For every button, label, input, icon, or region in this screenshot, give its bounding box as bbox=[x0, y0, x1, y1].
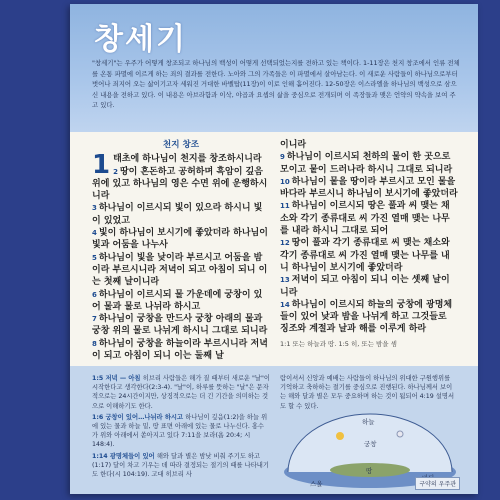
verse-number: 2 bbox=[113, 167, 118, 176]
bible-page bbox=[70, 4, 478, 494]
verse-number: 6 bbox=[92, 290, 97, 299]
diagram-caption: 구약의 우주관 bbox=[415, 477, 460, 490]
verse-text: 하나님이 이르시되 빛이 있으라 하시니 빛이 있었고 bbox=[92, 203, 263, 226]
verse-number: 14 bbox=[280, 300, 290, 309]
verse-number: 8 bbox=[92, 339, 97, 348]
note-text: 히브리 사람들은 해가 질 때부터 새로운 "날"이 시작한다고 생각한다(2:3-4). "날"이, 하루를 뜻하는 "날"은 문자적으로는 24시간이지만, 상징적으로는 더 긴 기간을 의미하는 것으로 이해하기도 한다. bbox=[92, 375, 270, 410]
book-introduction: "창세기"는 우주가 어떻게 창조되고 하나님의 백성이 어떻게 선택되었는지를 전하고 있는 책이다. 1-11장은 천지 창조에서 인류 전체를 온통 파멸에 이르게 하는 죄의 결과를 전한다. 노아와 그의 가족들은 이 파멸에서 살아남는다. 이 새로운 사람들이 하나님으로부터 벗어나 죄지어 오는 삶이기고자 세워진 거대한 바벨탑(11장)이 이로 인해 흩어진다. 12-50장은 이스라엘을 하나님의 백성으로 삼으신 내용을 전하고 있다. 이 내용은 아브라함과 이삭, 야곱과 요셉의 삶을 중심으로 전개되며 이 족장들과 맺은 언약의 약속을 보여 주고 있다. bbox=[92, 59, 460, 110]
label-sky: 하늘 bbox=[362, 418, 375, 426]
notes-right-text: 람이셔서 신앙과 예배는 사람들이 하나님의 위대한 구원행위를 기억하고 축하하는 절기를 중심으로 진행된다. 하나님께서 보이는 해와 달과 별은 모두 중요하며 하는 것이 됨되어 4:19 설명서 도 할 수 있다. bbox=[280, 375, 455, 410]
label-land: 땅 bbox=[366, 467, 373, 475]
label-vault: 궁창 bbox=[364, 440, 377, 448]
verse bbox=[280, 151, 458, 176]
verse-text: 땅이 혼돈하고 공허하며 흑암이 깊음 위에 있고 하나님의 영은 수면 위에 운행하시니라 bbox=[92, 166, 268, 202]
verse-text: 하나님이 궁창을 하늘이라 부르시니라 저녁이 되고 아침이 되니 이는 둘째 날 bbox=[92, 338, 268, 362]
verse bbox=[92, 202, 270, 227]
verse bbox=[280, 139, 458, 151]
verse-text: 이니라 bbox=[280, 140, 307, 150]
verse-number: 5 bbox=[92, 253, 97, 262]
verse-text: 하나님이 뭍을 땅이라 부르시고 모인 물을 바다라 부르시니 하나님이 보시기에 좋았더라 bbox=[280, 176, 458, 200]
verse bbox=[92, 289, 270, 314]
verse-text: 태초에 하나님이 천지를 창조하시니라 bbox=[113, 154, 262, 165]
verse-number: 13 bbox=[280, 276, 290, 285]
verse bbox=[280, 200, 458, 237]
cosmology-diagram bbox=[280, 406, 460, 490]
moon-icon bbox=[397, 431, 403, 437]
verse-text: 하나님이 이르시되 하늘의 궁창에 광명체들이 있어 낮과 밤을 나뉘게 하고 그것들로 징조와 계절과 날과 해를 이루게 하라 bbox=[280, 299, 453, 335]
verse-number: 4 bbox=[92, 229, 97, 238]
verse-text: 하나님이 빛을 낮이라 부르시고 어둠을 밤이라 부르시니라 저녁이 되고 아침이 되니 이는 첫째 날이니라 bbox=[92, 252, 268, 288]
column-footnote: 1:1 또는 하늘과 땅. 1:5 히, 또는 밤을 셈 bbox=[280, 339, 397, 348]
chapter-header bbox=[70, 4, 478, 132]
section-heading: 천지 창조 bbox=[162, 140, 200, 150]
verse-text: 하나님이 궁창을 만드사 궁창 아래의 물과 궁창 위의 물로 나뉘게 하시니 그대로 되니라 bbox=[92, 314, 268, 337]
study-note bbox=[92, 452, 270, 480]
note-reference: 1:14 광명체들이 있어 bbox=[92, 452, 157, 460]
verse bbox=[92, 338, 270, 363]
verse bbox=[92, 227, 270, 252]
study-note bbox=[92, 413, 270, 450]
verse bbox=[92, 150, 270, 181]
scripture-columns bbox=[92, 139, 462, 362]
verse bbox=[92, 166, 270, 203]
verse-text: 빛이 하나님이 보시기에 좋았더라 하나님이 빛과 어둠을 나누사 bbox=[92, 228, 268, 251]
note-reference: 1:5 저녁 — 아침 bbox=[92, 375, 143, 382]
right-column bbox=[280, 139, 458, 350]
study-notes bbox=[70, 366, 478, 494]
verse-text: 저녁이 되고 아침이 되니 이는 셋째 날이니라 bbox=[280, 275, 450, 298]
note-text: 하나님이 깊음(1:2)을 하늘 위에 있는 물과 하늘 밑, 땅 표면 아래에 있는 물로 나누신다. 홍수가 위와 아래에서 쏟아지고 있다 7:11을 보라(욥 20:4; 시 148:4). bbox=[92, 413, 268, 449]
verse bbox=[280, 237, 458, 274]
chapter-number: 1 bbox=[92, 150, 111, 181]
notes-left-column bbox=[92, 374, 270, 481]
label-sheol: 스올 bbox=[310, 480, 323, 488]
book-title: 창세기 bbox=[94, 22, 187, 57]
verse-number: 12 bbox=[280, 239, 290, 248]
verse bbox=[92, 313, 270, 338]
verse-text: 땅이 풀과 각기 종류대로 씨 맺는 채소와 각기 종류대로 씨 가진 열매 맺는 나무를 내니 하나님이 보시기에 좋았더라 bbox=[280, 238, 450, 273]
verse-text: 하나님이 이르시되 천하의 물이 한 곳으로 모이고 뭍이 드러나라 하시니 그대로 되니라 bbox=[280, 152, 453, 175]
verse-number: 11 bbox=[280, 202, 290, 211]
verse-number: 10 bbox=[280, 177, 290, 186]
sun-icon bbox=[336, 432, 344, 440]
note-text: 해와 달과 별은 밤낮 비춰 주기도 하고(1:17) 달이 차고 기우는 데 따라 결정되는 절기의 때를 나타내기도 한다(시 104:19). 고대 히브리 사 bbox=[92, 452, 269, 479]
verse-text: 하나님이 이르시되 땅은 풀과 씨 맺는 채소와 각기 종류대로 씨 가진 열매 맺는 나무를 내라 하시니 그대로 되어 bbox=[280, 201, 450, 237]
verse-number: 7 bbox=[92, 315, 97, 324]
note-reference: 1:6 궁창이 있어…나뉘라 하시고 bbox=[92, 413, 186, 421]
verse bbox=[280, 176, 458, 201]
right-verse-list bbox=[280, 139, 458, 336]
verse-text: 하나님이 이르시되 물 가운데에 궁창이 있어 물과 물로 나뉘라 하시고 bbox=[92, 289, 263, 312]
verse-number: 3 bbox=[92, 204, 97, 213]
verse bbox=[280, 299, 458, 336]
left-verse-list bbox=[92, 150, 270, 362]
study-note bbox=[92, 374, 270, 411]
verse-number: 9 bbox=[280, 153, 285, 162]
verse bbox=[92, 252, 270, 289]
left-column bbox=[92, 139, 270, 362]
verse bbox=[280, 274, 458, 299]
